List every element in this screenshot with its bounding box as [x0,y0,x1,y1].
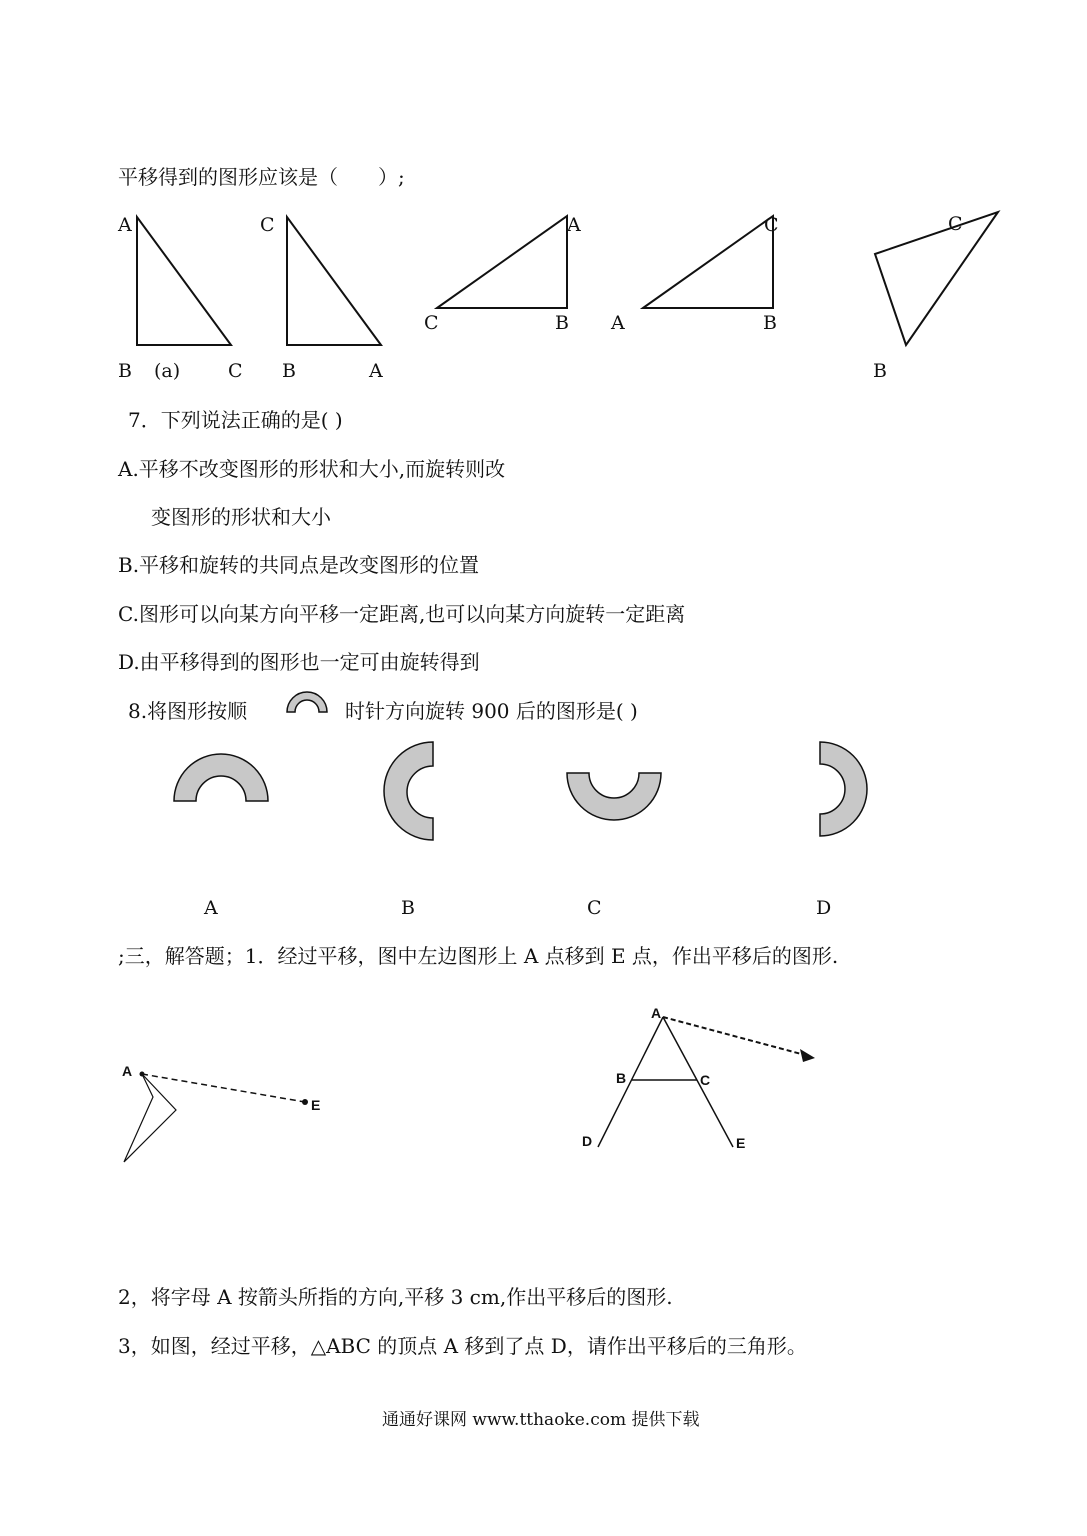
triangle-e [875,212,998,345]
q8-option-a-label: A [204,897,218,919]
tri-c-top-label: A [567,214,581,236]
arrowhead-figure [124,1074,176,1162]
fig2-point-e-label: E [736,1135,746,1151]
tri-d-bottom-right-label: B [763,312,777,334]
triangle-c [437,216,567,308]
q7-option-a-line1: A.平移不改变图形的形状和大小,而旋转则改 [118,457,506,481]
tri-a-bottom-left-label: B [118,360,132,382]
section3-heading: ;三，解答题；1．经过平移，图中左边图形上 A 点移到 E 点，作出平移后的图形. [118,944,839,968]
option-a-arc-shape [174,754,268,801]
q8-option-d-label: D [816,897,832,919]
fig2-point-a-label: A [651,1005,662,1021]
arrow-head-icon [800,1049,815,1062]
tri-b-bottom-right-label: A [369,360,383,382]
tri-b-top-label: C [260,214,275,236]
triangle-a [137,217,231,345]
fig1-point-a-label: A [122,1063,133,1079]
q8-option-b-label: B [401,897,415,919]
line-ae [663,1017,733,1147]
fig2-point-c-label: C [700,1072,711,1088]
reference-arc-shape [287,692,327,712]
fig2-point-d-label: D [582,1133,593,1149]
triangle-b [287,217,381,345]
translation-dashed-line [142,1074,305,1102]
section3-q3: 3，如图，经过平移，△ABC 的顶点 A 移到了点 D，请作出平移后的三角形。 [118,1334,807,1358]
q7-option-d: D.由平移得到的图形也一定可由旋转得到 [118,650,480,674]
fig1-point-e-label: E [311,1097,321,1113]
tri-e-top-label: C [948,213,963,235]
point-a-dot [140,1072,145,1077]
q7-option-a-line2: 变图形的形状和大小 [151,505,331,529]
tri-d-top-label: C [764,214,779,236]
q8-question-part1: 8.将图形按顺 [128,699,248,723]
tri-a-caption: (a) [154,360,181,382]
arrow-dashed-line [663,1017,805,1055]
q6-prompt: 平移得到的图形应该是（ ）; [118,165,405,189]
tri-a-top-label: A [118,214,132,236]
fig2-point-b-label: B [616,1070,627,1086]
tri-d-left-label: A [611,312,625,334]
q7-option-c: C.图形可以向某方向平移一定距离,也可以向某方向旋转一定距离 [118,602,686,626]
tri-b-bottom-left-label: B [282,360,296,382]
q7-question: 7．下列说法正确的是( ) [128,408,343,432]
line-ad [598,1017,663,1147]
point-e-dot [302,1099,308,1105]
section3-q2: 2，将字母 A 按箭头所指的方向,平移 3 cm,作出平移后的图形. [118,1285,673,1309]
option-c-arc-shape [567,773,661,820]
tri-e-bottom-label: B [873,360,887,382]
triangle-d [643,216,773,308]
q8-option-c-label: C [587,897,602,919]
option-b-arc-shape [384,742,433,840]
option-d-arc-shape [820,742,867,836]
q7-option-b: B.平移和旋转的共同点是改变图形的位置 [118,553,480,577]
q8-question-part2: 时针方向旋转 900 后的图形是( ) [345,699,638,723]
tri-c-left-label: C [424,312,439,334]
page-footer: 通通好课网 www.tthaoke.com 提供下载 [382,1410,700,1430]
tri-c-bottom-right-label: B [555,312,569,334]
tri-a-bottom-right-label: C [228,360,243,382]
